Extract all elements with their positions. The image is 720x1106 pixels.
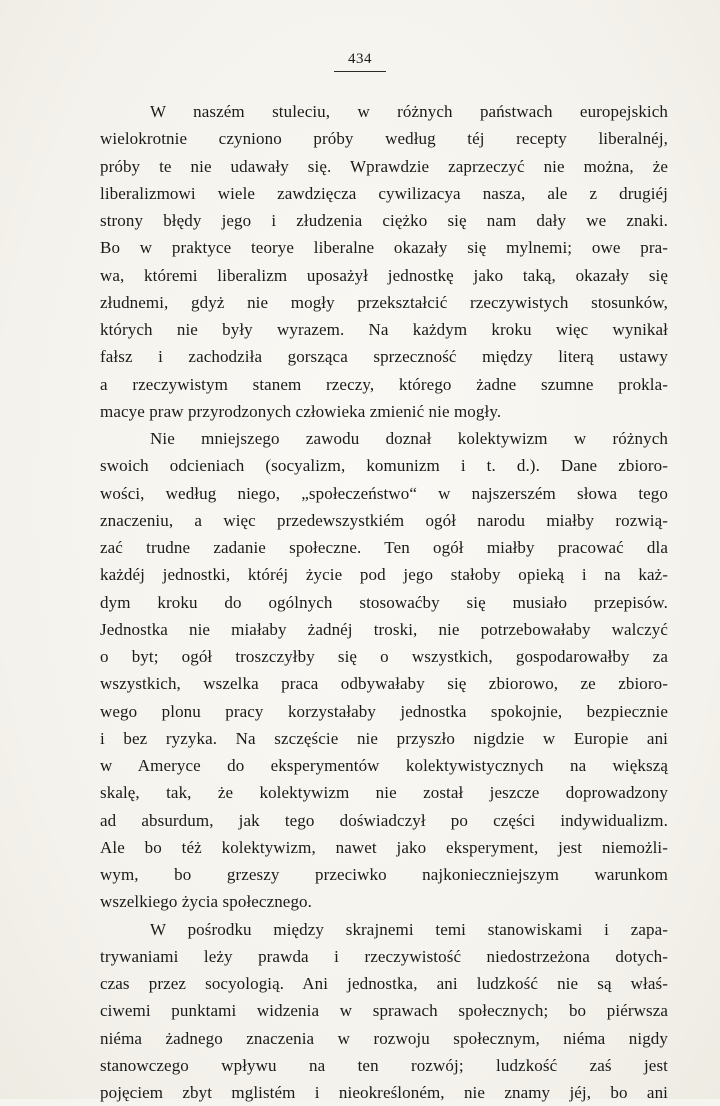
text-line: wszystkich, wszelka praca odbywałaby się zbiorowo, ze zbioro- bbox=[100, 674, 668, 694]
text-line: o byt; ogół troszczyłby się o wszystkich, gospodarowałby za bbox=[100, 647, 668, 666]
text-line: próby te nie udawały się. Wprawdzie zaprzeczyć nie można, że bbox=[100, 156, 668, 176]
text-line: wielokrotnie czyniono próby według téj recepty liberalnéj, bbox=[100, 129, 668, 149]
text-line: wa, któremi liberalizm uposażył jednostkę jako taką, okazały się bbox=[100, 265, 668, 285]
text-line: wym, bo grzeszy przeciwko najkonieczniejszym warunkom bbox=[100, 865, 668, 884]
text-line: Jednostka nie miałaby żadnéj troski, nie potrzebowałaby walczyć bbox=[100, 619, 668, 639]
text-line: i bez ryzyka. Na szczęście nie przyszło nigdzie w Europie ani bbox=[100, 728, 668, 748]
text-line: liberalizmowi wiele zawdzięcza cywilizacya nasza, ale z drugiéj bbox=[100, 183, 668, 203]
text-line: złudnemi, gdyż nie mogły przekształcić rzeczywistych stosunków, bbox=[100, 292, 668, 312]
text-line: Ale bo téż kolektywizm, nawet jako eksperyment, jest niemożli- bbox=[100, 837, 668, 857]
text-line: swoich odcieniach (socyalizm, komunizm i t. d.). Dane zbioro- bbox=[100, 456, 668, 476]
text-line: Nie mniejszego zawodu doznał kolektywizm w różnych bbox=[150, 429, 668, 448]
text-line: wości, według niego, „społeczeństwo“ w najszerszém słowa tego bbox=[100, 483, 668, 503]
text-line: wego plonu pracy korzystałaby jednostka spokojnie, bezpiecznie bbox=[100, 701, 668, 721]
text-line: w Ameryce do eksperymentów kolektywistycznych na większą bbox=[100, 756, 668, 775]
text-line: stanowczego wpływu na ten rozwój; ludzkość zaś jest bbox=[100, 1055, 668, 1075]
page-number: 434 bbox=[334, 51, 386, 72]
text-line: macye praw przyrodzonych człowieka zmienić nie mogły. bbox=[100, 401, 502, 421]
text-line: wszelkiego życia społecznego. bbox=[100, 892, 313, 912]
text-line: pojęciem zbyt mglistém i nieokreśloném, nie znamy jéj, bo ani bbox=[100, 1083, 668, 1102]
body-text bbox=[100, 98, 668, 1106]
text-line: czas przez socyologią. Ani jednostka, ani ludzkość nie są właś- bbox=[100, 974, 668, 993]
text-line: dym kroku do ogólnych stosowaćby się musiało przepisów. bbox=[100, 592, 668, 612]
text-line: znaczeniu, a więc przedewszystkiém ogół narodu miałby rozwią- bbox=[100, 510, 668, 530]
text-line: trywaniami leży prawda i rzeczywistość niedostrzeżona dotych- bbox=[100, 946, 668, 966]
text-line: W pośrodku między skrajnemi temi stanowiskami i zapa- bbox=[150, 919, 668, 939]
text-line: niéma żadnego znaczenia w rozwoju społecznym, niéma nigdy bbox=[100, 1028, 668, 1048]
text-line: skalę, tak, że kolektywizm nie został jeszcze doprowadzony bbox=[100, 783, 668, 803]
text-line: fałsz i zachodziła gorsząca sprzeczność między literą ustawy bbox=[100, 347, 668, 367]
page-header bbox=[0, 50, 720, 72]
text-line: każdéj jednostki, któréj życie pod jego stałoby opieką i na każ- bbox=[100, 565, 668, 585]
text-line: ciwemi punktami widzenia w sprawach społecznych; bo piérwsza bbox=[100, 1001, 668, 1021]
text-line: a rzeczywistym stanem rzeczy, którego żadne szumne prokla- bbox=[100, 374, 668, 394]
text-line: strony błędy jego i złudzenia ciężko się nam dały we znaki. bbox=[100, 211, 668, 230]
text-line: których nie były wyrazem. Na każdym kroku więc wynikał bbox=[100, 320, 668, 339]
text-line: W naszém stuleciu, w różnych państwach europejskich bbox=[150, 102, 668, 121]
text-line: Bo w praktyce teorye liberalne okazały się mylnemi; owe pra- bbox=[100, 238, 668, 258]
text-line: zać trudne zadanie społeczne. Ten ogół miałby pracować dla bbox=[100, 538, 668, 557]
text-line: ad absurdum, jak tego doświadczył po części indywidualizm. bbox=[100, 810, 668, 830]
